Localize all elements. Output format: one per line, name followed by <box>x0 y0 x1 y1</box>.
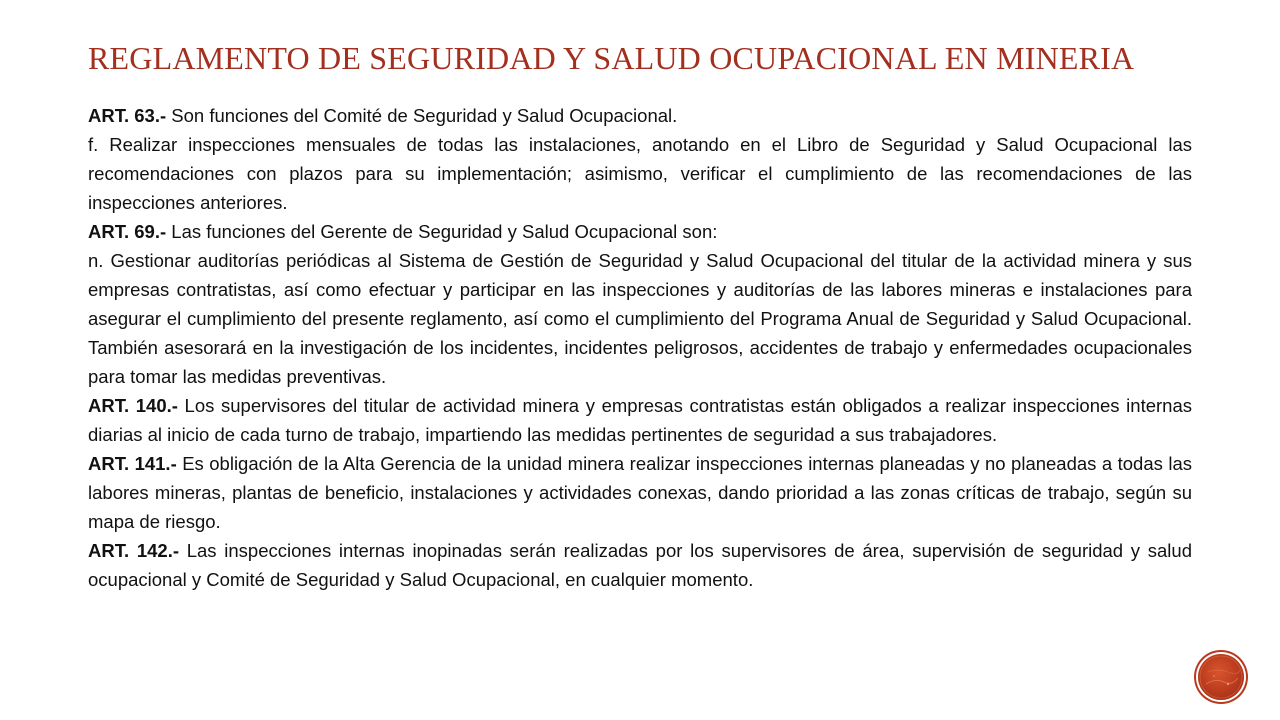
paragraph-art-69 <box>88 217 1192 246</box>
paragraph-art-63 <box>88 101 1192 130</box>
article-text: Las inspecciones internas inopinadas serán realizadas por los supervisores de área, supervisión de seguridad y salud ocupacional y Comité de Seguridad y Salud Ocupacional, en cualquier momento. <box>88 540 1192 590</box>
article-text: Es obligación de la Alta Gerencia de la unidad minera realizar inspecciones internas planeadas y no planeadas a todas las labores mineras, plantas de beneficio, instalaciones y actividades conexas, dando prioridad a las zonas críticas de trabajo, según su mapa de riesgo. <box>88 453 1192 532</box>
paragraph-art-142 <box>88 536 1192 594</box>
paragraph-art-140 <box>88 391 1192 449</box>
item-text: f. Realizar inspecciones mensuales de todas las instalaciones, anotando en el Libro de Seguridad y Salud Ocupacional las recomendaciones con plazos para su implementación; asimismo, verificar el cumplimiento de las recomendaciones de las inspecciones anteriores. <box>88 134 1192 213</box>
item-text: n. Gestionar auditorías periódicas al Sistema de Gestión de Seguridad y Salud Ocupacional del titular de la actividad minera y sus empresas contratistas, así como efectuar y participar en las inspecciones y auditorías de las labores mineras e instalaciones para asegurar el cumplimiento del presente reglamento, así como el cumplimiento del Programa Anual de Seguridad y Salud Ocupacional. También asesorará en la investigación de los incidentes, incidentes peligrosos, accidentes de trabajo y enfermedades ocupacionales para tomar las medidas preventivas. <box>88 250 1192 387</box>
slide-title: REGLAMENTO DE SEGURIDAD Y SALUD OCUPACIONAL EN MINERIA <box>88 40 1135 76</box>
article-number: ART. 142.- <box>88 540 179 561</box>
badge-texture-icon <box>1198 654 1244 700</box>
article-number: ART. 141.- <box>88 453 177 474</box>
paragraph-art-141 <box>88 449 1192 536</box>
paragraph-item-n <box>88 246 1192 391</box>
article-text: Los supervisores del titular de actividad minera y empresas contratistas están obligados a realizar inspecciones internas diarias al inicio de cada turno de trabajo, impartiendo las medidas pertinentes de seguridad a sus trabajadores. <box>88 395 1192 445</box>
article-number: ART. 140.- <box>88 395 178 416</box>
slide-badge-icon <box>1198 654 1244 700</box>
article-text: Son funciones del Comité de Seguridad y Salud Ocupacional. <box>166 105 678 126</box>
slide-body <box>88 101 1192 594</box>
article-number: ART. 69.- <box>88 221 167 242</box>
article-text: Las funciones del Gerente de Seguridad y Salud Ocupacional son: <box>166 221 718 242</box>
paragraph-item-f <box>88 130 1192 217</box>
article-number: ART. 63.- <box>88 105 167 126</box>
